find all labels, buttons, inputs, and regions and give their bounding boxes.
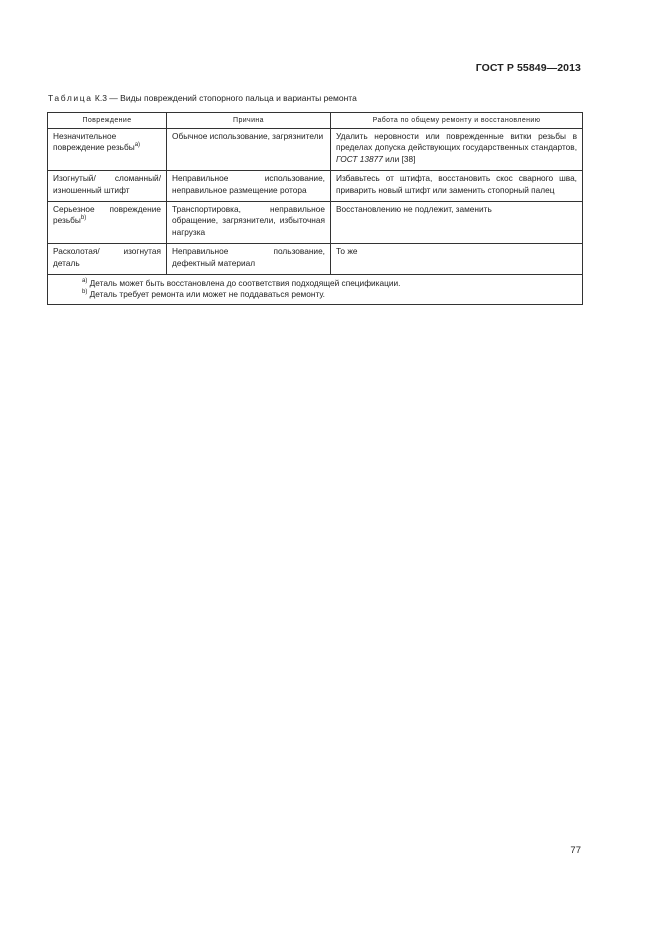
caption-prefix: Таблица <box>48 93 93 103</box>
column-header-cause: Причина <box>167 113 331 129</box>
footnote-text: Деталь может быть восстановлена до соответствия подходящей спецификации. <box>87 278 401 289</box>
page-number: 77 <box>570 845 581 856</box>
table-row <box>48 129 583 171</box>
damage-text: Серьезное повреждение резьбы <box>53 204 161 226</box>
column-header-repair: Работа по общему ремонту и восстановлению <box>331 113 583 129</box>
footnote-a <box>82 278 577 289</box>
document-code: ГОСТ Р 55849—2013 <box>475 62 581 74</box>
cell-damage <box>48 202 167 244</box>
cell-repair: Восстановлению не подлежит, заменить <box>331 202 583 244</box>
damage-table <box>47 112 583 305</box>
caption-text: К.3 — Виды повреждений стопорного пальца и варианты ремонта <box>92 93 357 103</box>
damage-text: Незначительное повреждение резьбы <box>53 131 135 153</box>
column-header-damage: Повреждение <box>48 113 167 129</box>
footnote-ref: b) <box>80 215 87 222</box>
cell-cause: Обычное использование, загрязнители <box>167 129 331 171</box>
cell-damage: Изогнутый/ сломанный/ изношенный штифт <box>48 171 167 202</box>
footnote-text: Деталь требует ремонта или может не поддаваться ремонту. <box>87 289 325 300</box>
repair-text-end: или [38] <box>382 153 416 164</box>
table-header-row <box>48 113 583 129</box>
table-row <box>48 202 583 244</box>
cell-cause: Неправильное пользование, дефектный материал <box>167 244 331 275</box>
footnote-mark: a) <box>82 278 88 285</box>
table-row <box>48 244 583 275</box>
cell-repair: То же <box>331 244 583 275</box>
cell-cause: Транспортировка, неправильное обращение, загрязнители, избыточная нагрузка <box>167 202 331 244</box>
cell-damage <box>48 129 167 171</box>
table-row <box>48 171 583 202</box>
footnote-mark: b) <box>82 289 88 296</box>
repair-text: Удалить неровности или поврежденные витки резьбы в пределах допуска действующих государственных стандартов, <box>336 131 577 153</box>
cell-damage: Расколотая/ изогнутая деталь <box>48 244 167 275</box>
table-notes <box>48 275 583 305</box>
cell-cause: Неправильное использование, неправильное размещение ротора <box>167 171 331 202</box>
table-notes-row <box>48 275 583 305</box>
table-caption <box>48 93 357 103</box>
footnote-b <box>82 289 577 300</box>
cell-repair: Избавьтесь от штифта, восстановить скос сварного шва, приварить новый штифт или заменить стопорный палец <box>331 171 583 202</box>
footnote-ref: a) <box>134 142 141 149</box>
cell-repair <box>331 129 583 171</box>
standard-reference: ГОСТ 13877 <box>336 153 383 164</box>
